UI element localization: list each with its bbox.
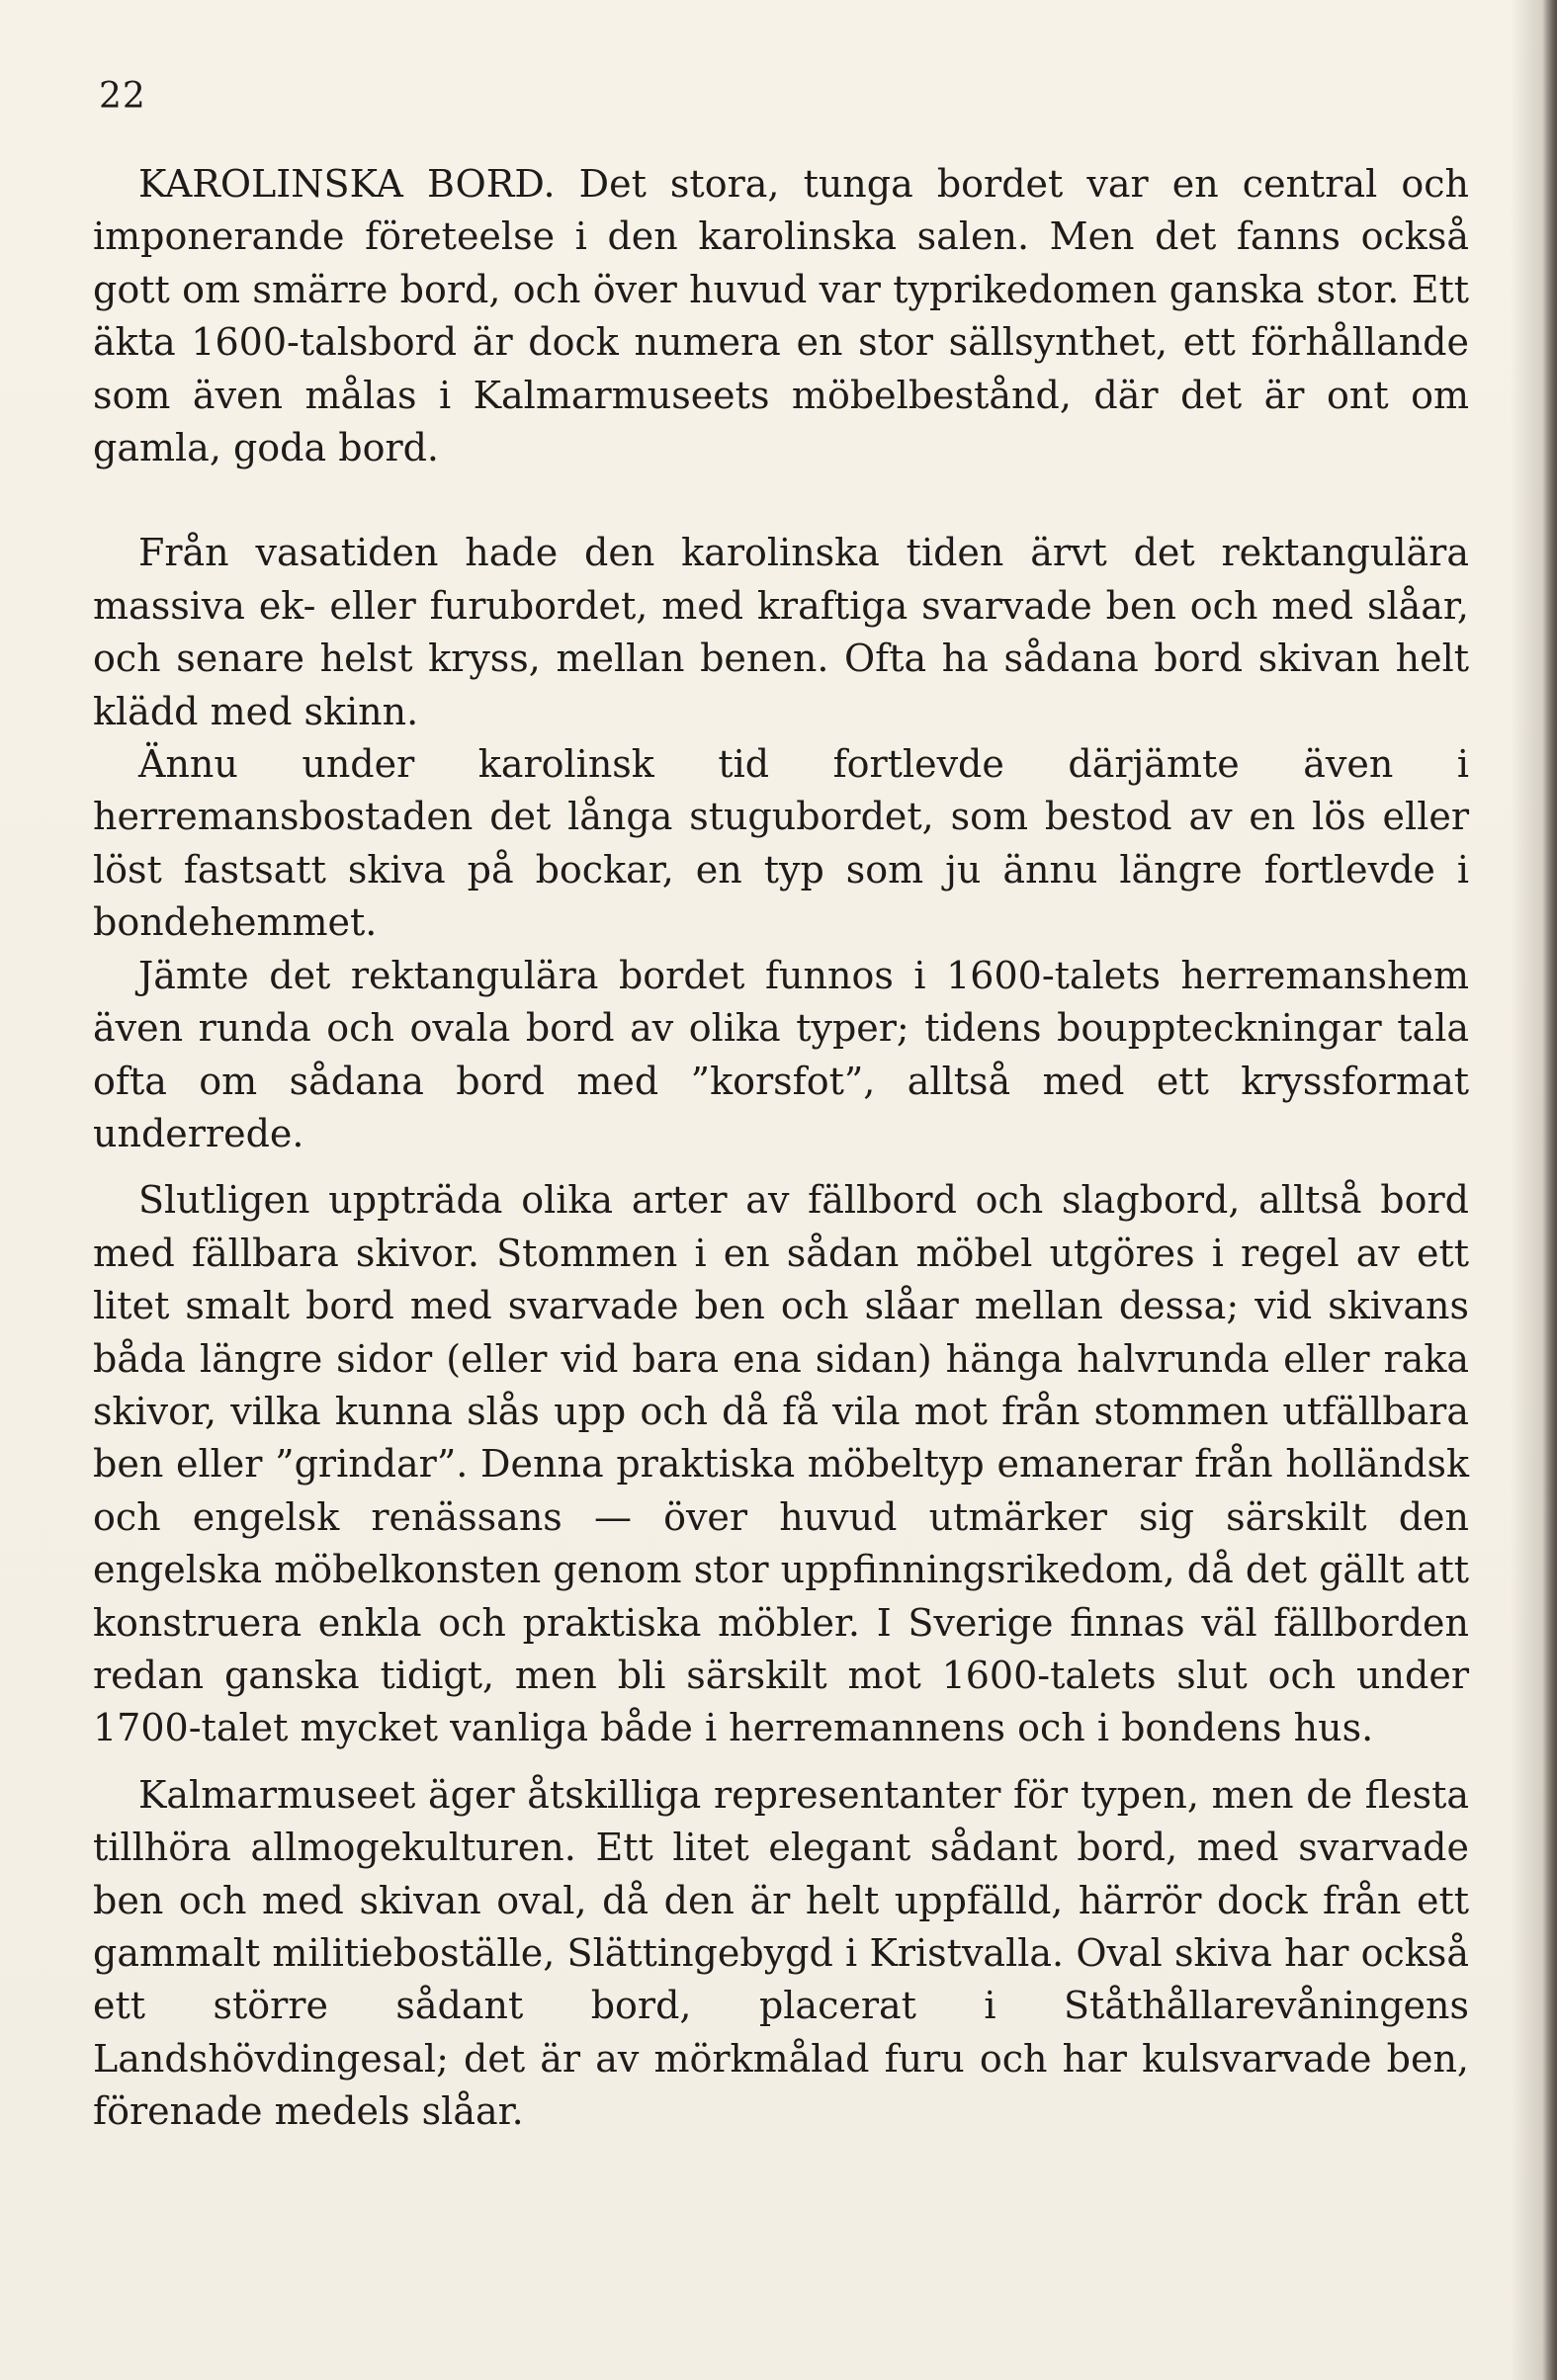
- paragraph: Slutligen uppträda olika arter av fällbord och slagbord, alltså bord med fällbara skivor. Stommen i en sådan möbel utgöres i regel av ett litet smalt bord med svarvade ben och slåar mellan dessa; vid skivans båda längre sidor (eller vid bara ena sidan) hänga halvrunda eller raka skivor, vilka kunna slås upp och då få vila mot från stommen utfällbara ben eller ”grindar”. Denna praktiska möbeltyp emanerar från holländsk och engelsk renässans — över huvud utmärker sig särskilt den engelska möbelkonsten genom stor uppfinningsrikedom, då det gällt att konstruera enkla och praktiska möbler. I Sverige finnas väl fällborden redan ganska tidigt, men bli särskilt mot 1600-talets slut och under 1700-talet mycket vanliga både i herremannens och i bondens hus.: [93, 1178, 1469, 1750]
- paragraph: Ännu under karolinsk tid fortlevde därjämte även i herremansbostaden det långa stugubordet, som bestod av en lös eller löst fastsatt skiva på bockar, en typ som ju ännu längre fortlevde i bondehemmet.: [93, 742, 1469, 945]
- paragraph: Jämte det rektangulära bordet funnos i 1600-talets herremanshem även runda och ovala bord av olika typer; tidens bouppteckningar tala ofta om sådana bord med ”korsfot”, alltså med ett kryssformat underrede.: [93, 953, 1469, 1155]
- paragraph: Kalmarmuseet äger åtskilliga representanter för typen, men de flesta tillhöra allmogekulturen. Ett litet elegant sådant bord, med svarvade ben och med skivan oval, då den är helt uppfälld, härrör dock från ett gammalt militieboställe, Slättingebygd i Kristvalla. Oval skiva har också ett större sådant bord, placerat i Ståthållarevåningens Landshövdingesal; det är av mörkmålad furu och har kulsvarvade ben, förenade medels slåar.: [93, 1772, 1469, 2134]
- paragraph-intro: KAROLINSKA BORD. Det stora, tunga bordet var en central och imponerande företeelse i den karolinska salen. Men det fanns också gott om smärre bord, och över huvud var typrikedomen ganska stor. Ett äkta 1600-talsbord är dock numera en stor sällsynthet, ett förhållande som även målas i Kalmarmuseets möbelbestånd, där det är ont om gamla, goda bord.: [93, 162, 1469, 470]
- page-edge-shadow: [1543, 0, 1557, 2380]
- page-number: 22: [99, 76, 146, 117]
- body-text: [93, 158, 1469, 2139]
- paragraph: Från vasatiden hade den karolinska tiden ärvt det rektangulära massiva ek- eller furubordet, med kraftiga svarvade ben och med slåar, och senare helst kryss, mellan benen. Ofta ha sådana bord skivan helt klädd med skinn.: [93, 531, 1469, 733]
